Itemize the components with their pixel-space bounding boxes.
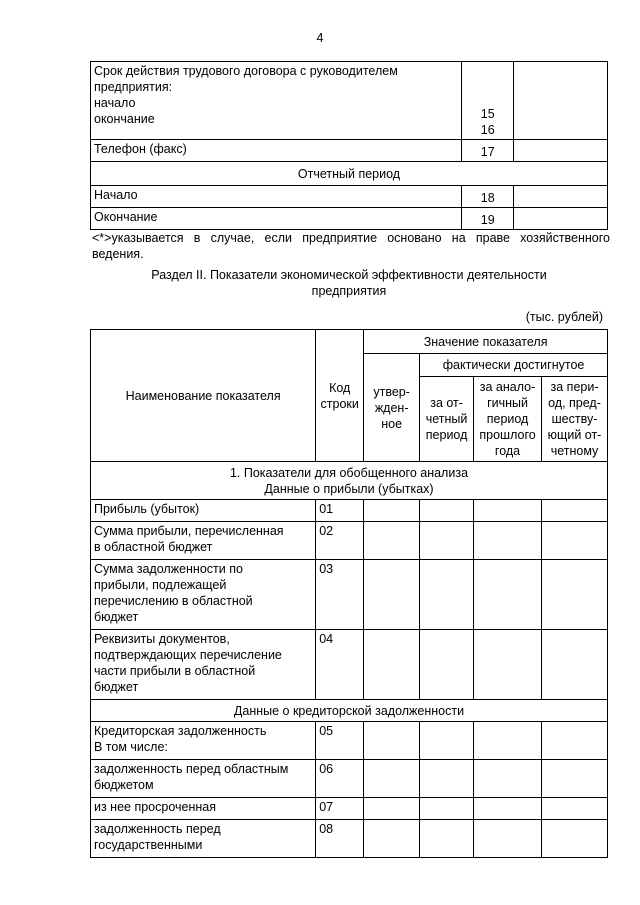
row-label: Реквизиты документов, подтверждающих перечисление части прибыли в областной бюджет [91, 630, 316, 700]
table-row [91, 820, 608, 858]
value-cell [364, 560, 420, 630]
row-label: Прибыль (убыток) [91, 500, 316, 522]
value-cell [474, 560, 542, 630]
value-cell [514, 208, 608, 230]
row-code: 03 [316, 560, 364, 630]
value-cell [364, 630, 420, 700]
table-section-row [91, 162, 608, 186]
value-cell [420, 560, 474, 630]
value-cell [364, 820, 420, 858]
value-cell [364, 760, 420, 798]
row-label: Начало [91, 186, 462, 208]
top-table [90, 61, 608, 230]
row-label: из нее просроченная [91, 798, 316, 820]
value-cell [364, 500, 420, 522]
section-label: Данные о кредиторской задолженности [91, 700, 608, 722]
value-cell [420, 798, 474, 820]
main-table [90, 329, 608, 858]
value-cell [420, 820, 474, 858]
table-row [91, 722, 608, 760]
header-row [91, 330, 608, 354]
units-label: (тыс. рублей) [525, 310, 603, 324]
row-code: 01 [316, 500, 364, 522]
row-label: Телефон (факс) [91, 140, 462, 162]
value-cell [542, 522, 608, 560]
row-code: 02 [316, 522, 364, 560]
row-code: 06 [316, 760, 364, 798]
table-row [91, 560, 608, 630]
value-cell [364, 522, 420, 560]
value-cell [420, 722, 474, 760]
value-cell [542, 560, 608, 630]
row-code: 17 [462, 140, 514, 162]
row-label: Окончание [91, 208, 462, 230]
row-code: 07 [316, 798, 364, 820]
value-cell [420, 522, 474, 560]
table-row [91, 500, 608, 522]
value-cell [542, 500, 608, 522]
section-title: Раздел II. Показатели экономической эффективности деятельности предприятия [151, 268, 547, 298]
row-code: 18 [462, 186, 514, 208]
value-cell [474, 820, 542, 858]
value-cell [514, 62, 608, 140]
header-approved: утвер- жден- ное [364, 354, 420, 462]
value-cell [364, 722, 420, 760]
table-row [91, 522, 608, 560]
header-name: Наименование показателя [91, 330, 316, 462]
table-section-row [91, 700, 608, 722]
value-cell [474, 500, 542, 522]
header-actual: фактически достигнутое [420, 354, 608, 377]
value-cell [420, 760, 474, 798]
row-code: 19 [462, 208, 514, 230]
row-code: 08 [316, 820, 364, 858]
value-cell [420, 630, 474, 700]
footnote: <*>указывается в случае, если предприятие основано на праве хозяйственного ведения. [92, 231, 610, 261]
row-label: Кредиторская задолженность В том числе: [91, 722, 316, 760]
table-row [91, 208, 608, 230]
table-row [91, 186, 608, 208]
value-cell [542, 798, 608, 820]
row-label: Срок действия трудового договора с руководителем предприятия: начало окончание [91, 62, 462, 140]
value-cell [542, 820, 608, 858]
value-cell [542, 760, 608, 798]
value-cell [364, 798, 420, 820]
table-row [91, 760, 608, 798]
value-cell [474, 760, 542, 798]
value-cell [514, 186, 608, 208]
table-section-row [91, 462, 608, 500]
value-cell [474, 798, 542, 820]
value-cell [474, 522, 542, 560]
table-row [91, 140, 608, 162]
value-cell [474, 722, 542, 760]
header-code: Код строки [316, 330, 364, 462]
header-prev-year: за анало- гичный период прошлого года [474, 377, 542, 462]
header-current: за от- четный период [420, 377, 474, 462]
row-label: Сумма прибыли, перечисленная в областной бюджет [91, 522, 316, 560]
table-row [91, 798, 608, 820]
row-label: Сумма задолженности по прибыли, подлежащей перечислению в областной бюджет [91, 560, 316, 630]
row-code: 05 [316, 722, 364, 760]
table-row [91, 62, 608, 140]
page-number: 4 [316, 31, 324, 45]
row-code: 15 16 [462, 62, 514, 140]
row-code: 04 [316, 630, 364, 700]
section-label: Отчетный период [91, 162, 608, 186]
row-label: задолженность перед государственными [91, 820, 316, 858]
value-cell [474, 630, 542, 700]
value-cell [542, 722, 608, 760]
value-cell [420, 500, 474, 522]
section-label: 1. Показатели для обобщенного анализа Данные о прибыли (убытках) [91, 462, 608, 500]
row-label: задолженность перед областным бюджетом [91, 760, 316, 798]
header-prev-period: за пери- од, пред- шеству- ющий от- четному [542, 377, 608, 462]
header-value: Значение показателя [364, 330, 608, 354]
value-cell [542, 630, 608, 700]
table-row [91, 630, 608, 700]
value-cell [514, 140, 608, 162]
